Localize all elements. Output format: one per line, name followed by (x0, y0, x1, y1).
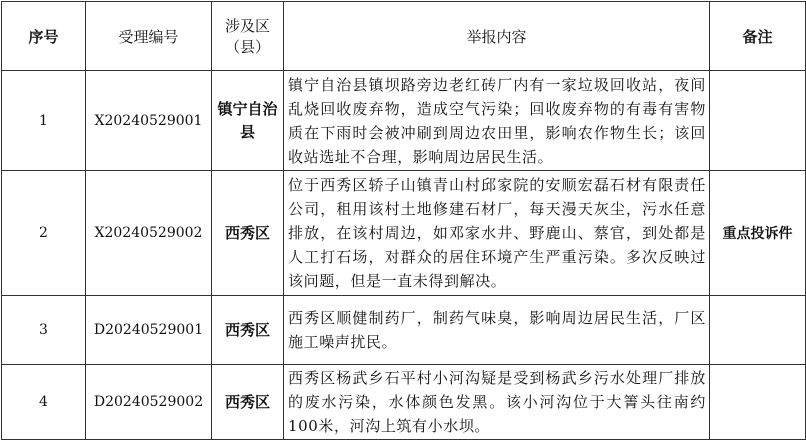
cell-seq: 2 (2, 171, 86, 296)
cell-case-id: X20240529002 (86, 171, 212, 296)
cell-case-id: X20240529001 (86, 71, 212, 171)
header-remark: 备注 (710, 2, 806, 71)
cell-remark (710, 296, 806, 365)
cell-remark: 重点投诉件 (710, 171, 806, 296)
cell-district: 西秀区 (212, 365, 284, 440)
header-seq: 序号 (2, 2, 86, 71)
header-district-line2: （县） (224, 38, 270, 56)
cell-content: 西秀区顺健制药厂，制药气味臭，影响周边居民生活，厂区施工噪声扰民。 (284, 296, 710, 365)
cell-content: 西秀区杨武乡石平村小河沟疑是受到杨武乡污水处理厂排放的废水污染，水体颜色发黑。该小河沟位于大箐头往南约100米，河沟上筑有小水坝。 (284, 365, 710, 440)
table-row (2, 171, 806, 296)
complaint-table (1, 1, 806, 440)
header-row (2, 2, 806, 71)
cell-case-id: D20240529002 (86, 365, 212, 440)
cell-content: 镇宁自治县镇坝路旁边老红砖厂内有一家垃圾回收站，夜间乱烧回收废弃物，造成空气污染；回收废弃物的有毒有害物质在下雨时会被冲刷到周边农田里，影响农作物生长；该回收站选址不合理，影响周边居民生活。 (284, 71, 710, 171)
cell-seq: 1 (2, 71, 86, 171)
cell-remark (710, 365, 806, 440)
cell-district: 西秀区 (212, 296, 284, 365)
header-district (212, 2, 284, 71)
header-case-id: 受理编号 (86, 2, 212, 71)
cell-seq: 4 (2, 365, 86, 440)
header-content: 举报内容 (284, 2, 710, 71)
cell-remark (710, 71, 806, 171)
cell-district: 西秀区 (212, 171, 284, 296)
cell-district: 镇宁自治县 (212, 71, 284, 171)
cell-content: 位于西秀区轿子山镇青山村邱家院的安顺宏磊石材有限责任公司，租用该村土地修建石材厂，每天漫天灰尘，污水任意排放，在该村周边，如邓家水井、野鹿山、蔡官，到处都是人工打石场，对群众的居住环境产生严重污染。多次反映过该问题，但是一直未得到解决。 (284, 171, 710, 296)
header-district-line1: 涉及区 (224, 17, 270, 35)
table-row (2, 296, 806, 365)
table-row (2, 71, 806, 171)
table-row (2, 365, 806, 440)
cell-case-id: D20240529001 (86, 296, 212, 365)
cell-seq: 3 (2, 296, 86, 365)
